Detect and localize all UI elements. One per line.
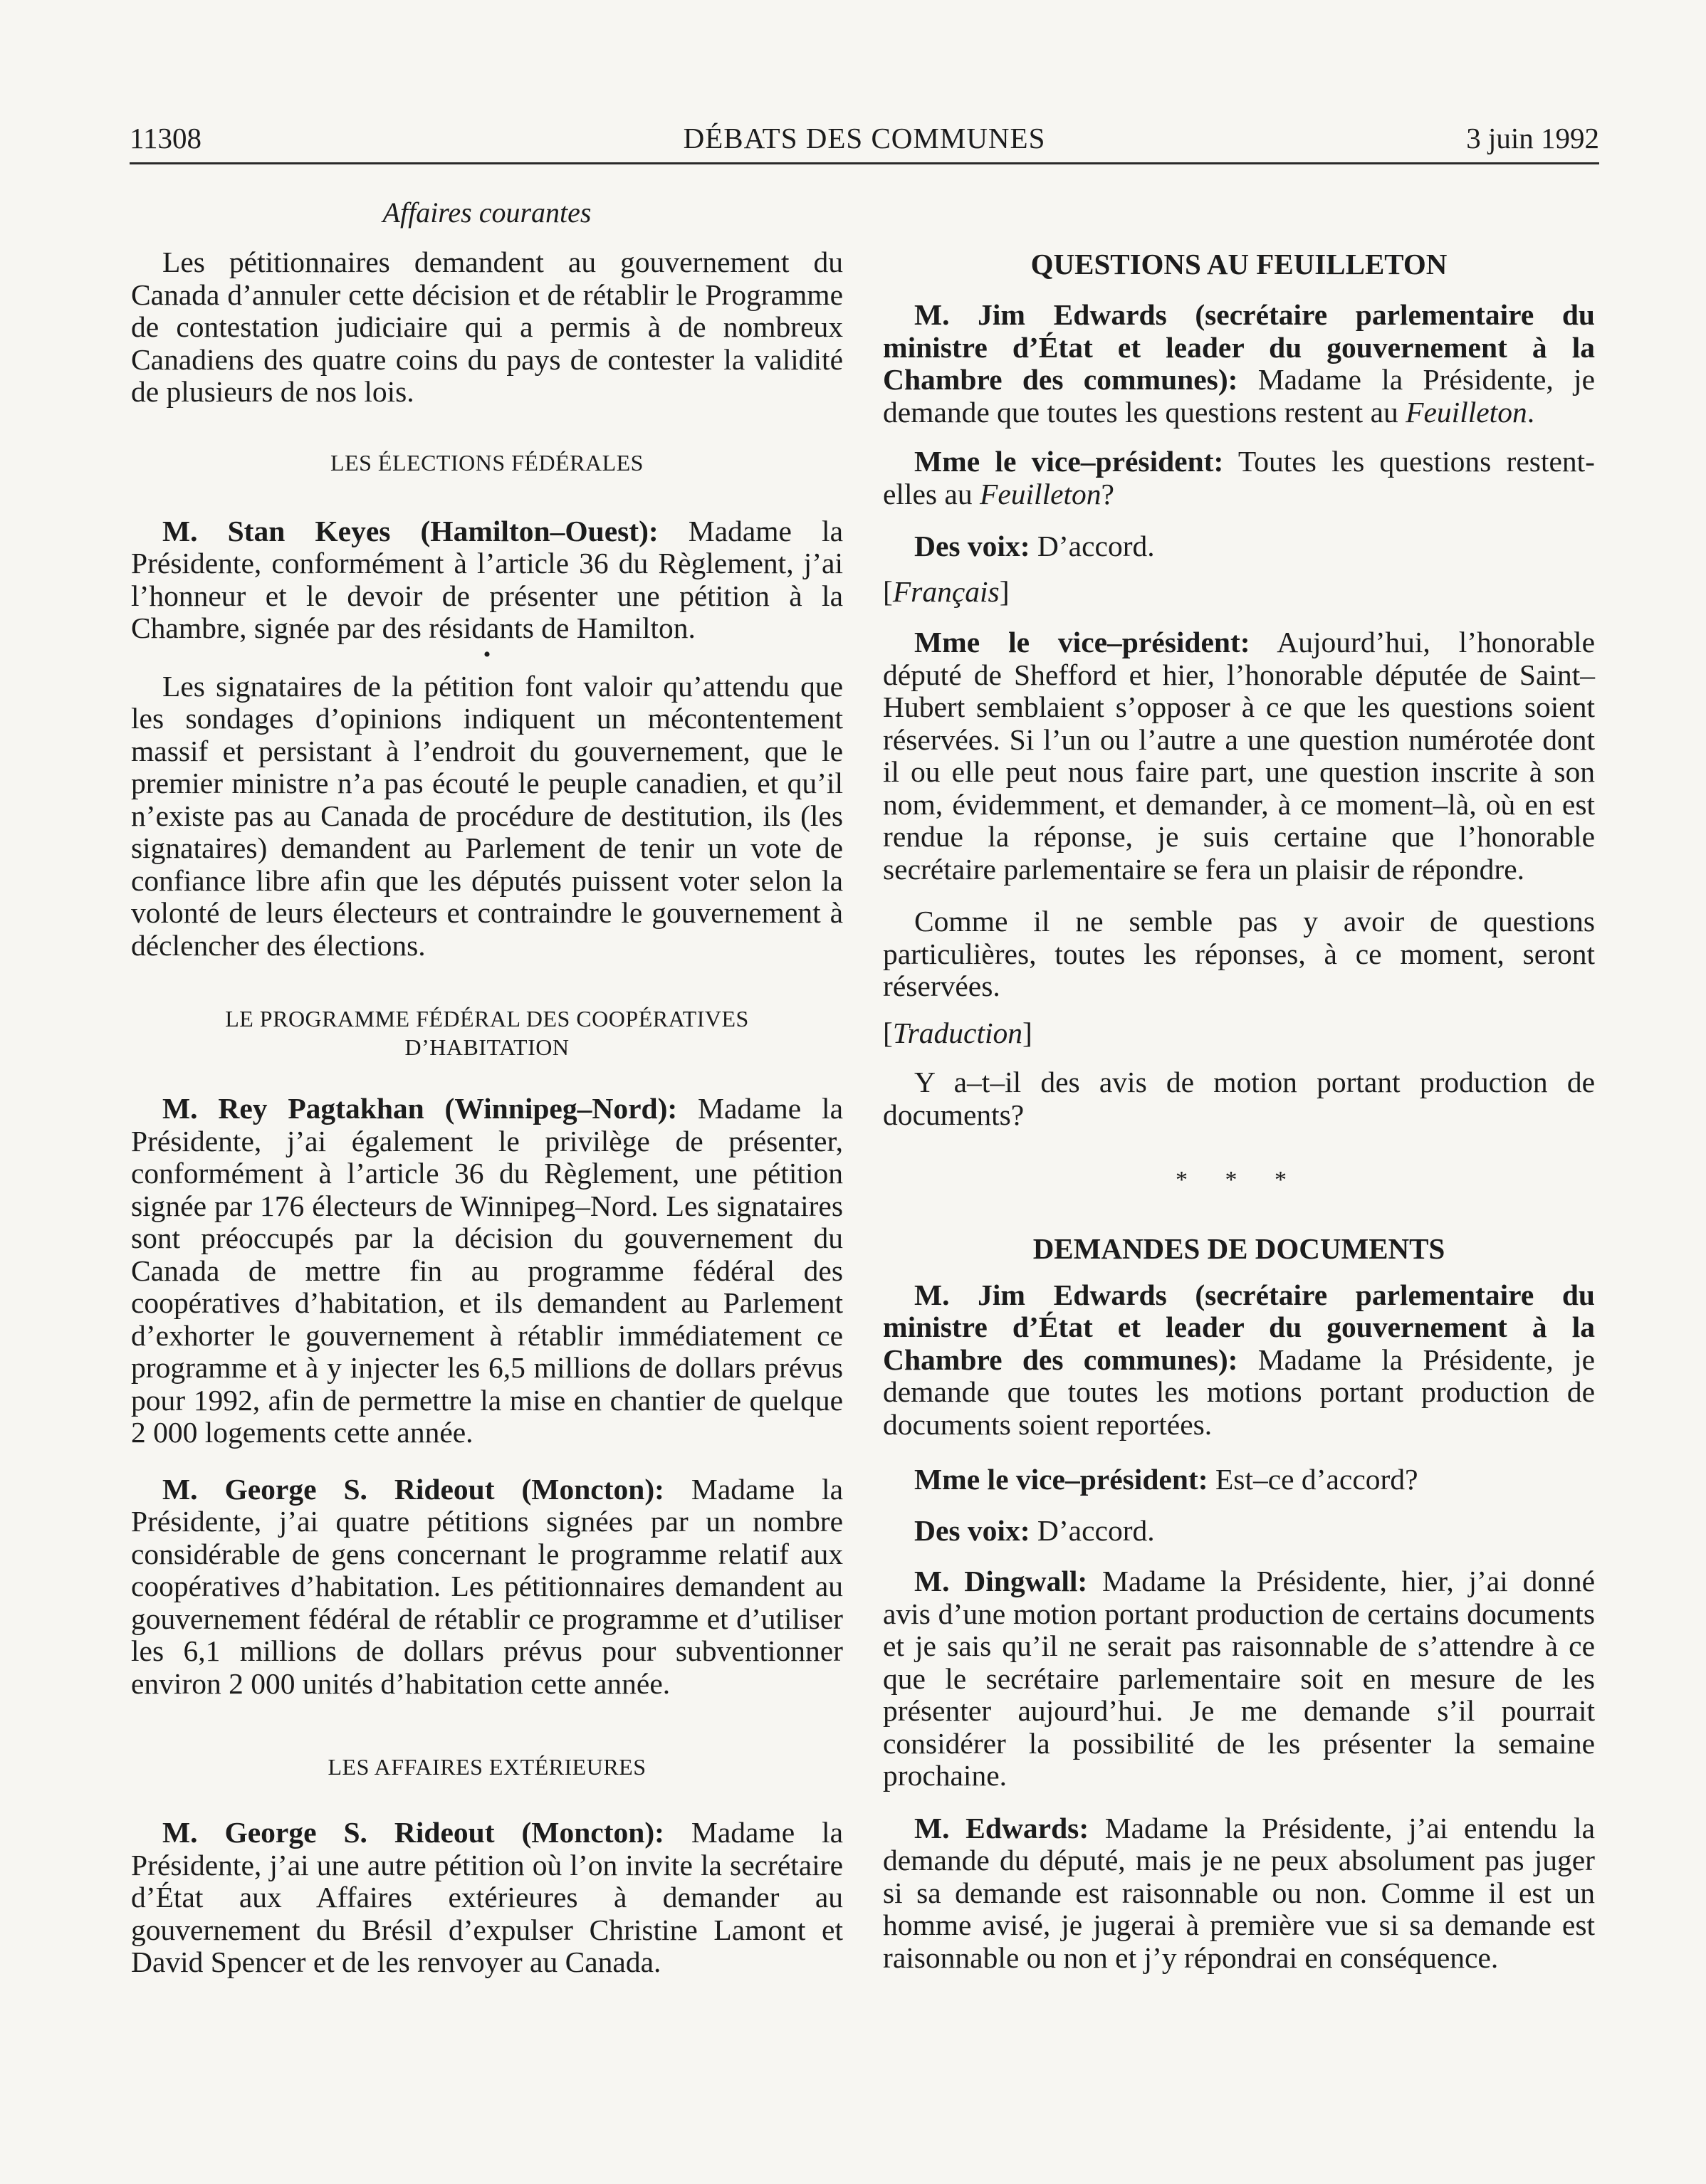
page-number: 11308 [130, 122, 202, 154]
language-label: Traduction [892, 1016, 1022, 1049]
speaker-name: M. Edwards: [914, 1811, 1089, 1844]
paragraph: Y a–t–il des avis de motion portant production de documents? [883, 1066, 1595, 1131]
right-column [883, 196, 1595, 1974]
speech-text: Aujourd’hui, l’honorable député de Shefford et hier, l’honorable députée de Saint–Hubert semblaient s’opposer à ce que les questions soient réservées. Si l’un ou l’autre a une question numérotée dont il ou elle peut nous faire part, une question inscrite à son nom, évidemment, et demander, à ce moment–là, où en est rendue la réponse, je suis certaine que l’honorable secrétaire parlementaire se fera un plaisir de répondre. [883, 626, 1595, 886]
speech-text: D’accord. [1030, 530, 1155, 562]
journal-title: DÉBATS DES COMMUNES [683, 122, 1046, 154]
speech [883, 1464, 1595, 1496]
speech [883, 1515, 1595, 1548]
language-marker: [Traduction] [883, 1016, 1032, 1049]
speech [883, 530, 1595, 563]
speech [131, 1817, 843, 1979]
speaker-name: M. Jim Edwards (secrétaire parlementaire du ministre d’État et leader du gouvernement à la Chambre des communes): [883, 298, 1595, 396]
section-running-head: Affaires courantes [382, 196, 592, 229]
speech-text: Madame la Présidente, je demande que toutes les questions restent au [883, 363, 1595, 429]
punctuation: . [1527, 395, 1535, 429]
speech-text: D’accord. [1030, 1513, 1155, 1547]
speech-text: Madame la Présidente, j’ai entendu la demande du député, mais je ne peux absolument pas juger si sa demande est raisonnable ou non. Comme il est un homme avisé, je jugerai à première vue si sa demande est raisonnable ou non et j’y répondrai en conséquence. [883, 1811, 1595, 1974]
subheading-line: LE PROGRAMME FÉDÉRAL DES COOPÉRATIVES [225, 1006, 749, 1031]
italic-term: Feuilleton [1406, 395, 1527, 429]
speech [131, 1093, 843, 1449]
speaker-name: M. George S. Rideout (Moncton): [162, 1816, 664, 1849]
speaker-name: Des voix: [914, 530, 1030, 562]
subheading-line: D’HABITATION [404, 1034, 570, 1060]
left-column [131, 196, 843, 1979]
speech [131, 1474, 843, 1701]
speaker-name: Mme le vice–président: [914, 445, 1224, 478]
section-separator: * * * [1176, 1167, 1302, 1193]
speaker-name: M. Jim Edwards (secrétaire parlementaire du ministre d’État et leader du gouvernement à la Chambre des communes): [883, 1278, 1595, 1376]
paragraph: Comme il ne semble pas y avoir de questions particulières, toutes les réponses, à ce moment, seront réservées. [883, 905, 1595, 1002]
punctuation: ? [1101, 477, 1114, 510]
issue-date: 3 juin 1992 [1466, 122, 1599, 154]
italic-term: Feuilleton [979, 477, 1101, 510]
paragraph: Les pétitionnaires demandent au gouvernement du Canada d’annuler cette décision et de rétablir le Programme de contestation judiciaire qui a permis à de nombreux Canadiens des quatre coins du pays de contester la validité de plusieurs de nos lois. [131, 246, 843, 408]
speech [883, 1812, 1595, 1975]
speech [883, 1565, 1595, 1792]
paragraph: Les signataires de la pétition font valoir qu’attendu que les sondages d’opinions indiquent un mécontentement massif et persistant à l’endroit du gouvernement, que le premier ministre n’a pas écouté le peuple canadien, et qu’il n’existe pas au Canada de procédure de destitution, ils (les signataires) demandent au Parlement de tenir un vote de confiance libre afin que les députés puissent voter selon la volonté de leurs électeurs et contraindre le gouvernement à déclencher des élections. [131, 669, 843, 962]
heading-questions: QUESTIONS AU FEUILLETON [1030, 248, 1448, 280]
running-header [130, 118, 1599, 164]
speech-text: Madame la Présidente, j’ai également le privilège de présenter, conformément à l’article 36 du Règlement, une pétition signée par 176 électeurs de Winnipeg–Nord. Les signataires sont préoccupés par la décision du gouvernement du Canada de mettre fin au programme fédéral des coopératives d’habitation, et ils demandent au Parlement d’exhorter le gouvernement à rétablir immédiatement ce programme et à y injecter les 6,5 millions de dollars prévus pour 1992, afin de permettre la mise en chantier de quelque 2 000 logements cette année. [131, 1092, 844, 1449]
speech-text: Madame la Présidente, conformément à l’article 36 du Règlement, j’ai l’honneur et le devoir de présenter une pétition à la Chambre, signée par des résidants de Hamilton. [131, 514, 843, 644]
speech [883, 299, 1595, 429]
speech [883, 626, 1595, 886]
speech-text: Madame la Présidente, j’ai une autre pétition où l’on invite la secrétaire d’État aux Affaires extérieures à demander au gouvernement du Brésil d’expulser Christine Lamont et David Spencer et de les renvoyer au Canada. [131, 1816, 844, 1978]
speaker-name: Mme le vice–président: [914, 626, 1250, 658]
speaker-name: Mme le vice–président: [914, 1463, 1208, 1496]
speaker-name: Des voix: [914, 1513, 1030, 1547]
language-label: Français [892, 574, 1000, 608]
heading-documents: DEMANDES DE DOCUMENTS [1032, 1232, 1445, 1265]
speech [131, 515, 843, 645]
speech [883, 1279, 1595, 1442]
speech-text: Madame la Présidente, hier, j’ai donné avis d’une motion portant production de certains documents et je sais qu’il ne serait pas raisonnable de s’attendre à ce que le secrétaire parlementaire soit en mesure de les présenter aujourd’hui. Je me demande s’il pourrait considérer la possibilité de les présenter la semaine prochaine. [883, 1565, 1595, 1792]
subheading-elections: LES ÉLECTIONS FÉDÉRALES [330, 449, 644, 476]
speech-text: Madame la Présidente, j’ai quatre pétitions signées par un nombre considérable de gens concernant le programme relatif aux coopératives d’habitation. Les pétitionnaires demandent au gouvernement fédéral de rétablir ce programme et d’utiliser les 6,1 millions de dollars prévus pour subventionner environ 2 000 unités d’habitation cette année. [131, 1472, 844, 1700]
speech [883, 446, 1595, 510]
speech-text: Madame la Présidente, je demande que toutes les motions portant production de documents soient reportées. [883, 1343, 1595, 1441]
speaker-name: M. Stan Keyes (Hamilton–Ouest): [162, 514, 659, 547]
speaker-name: M. Rey Pagtakhan (Winnipeg–Nord): [162, 1092, 678, 1125]
speech-text: Est–ce d’accord? [1208, 1463, 1418, 1496]
speaker-name: M. George S. Rideout (Moncton): [162, 1472, 664, 1506]
speaker-name: M. Dingwall: [914, 1565, 1088, 1597]
bullet-marker: • [483, 642, 491, 666]
speech-text: Toutes les questions restent-elles au [883, 445, 1595, 510]
language-marker: [Français] [883, 574, 1010, 608]
subheading-cooperatives [131, 1004, 843, 1061]
subheading-foreign-affairs: LES AFFAIRES EXTÉRIEURES [328, 1754, 647, 1780]
